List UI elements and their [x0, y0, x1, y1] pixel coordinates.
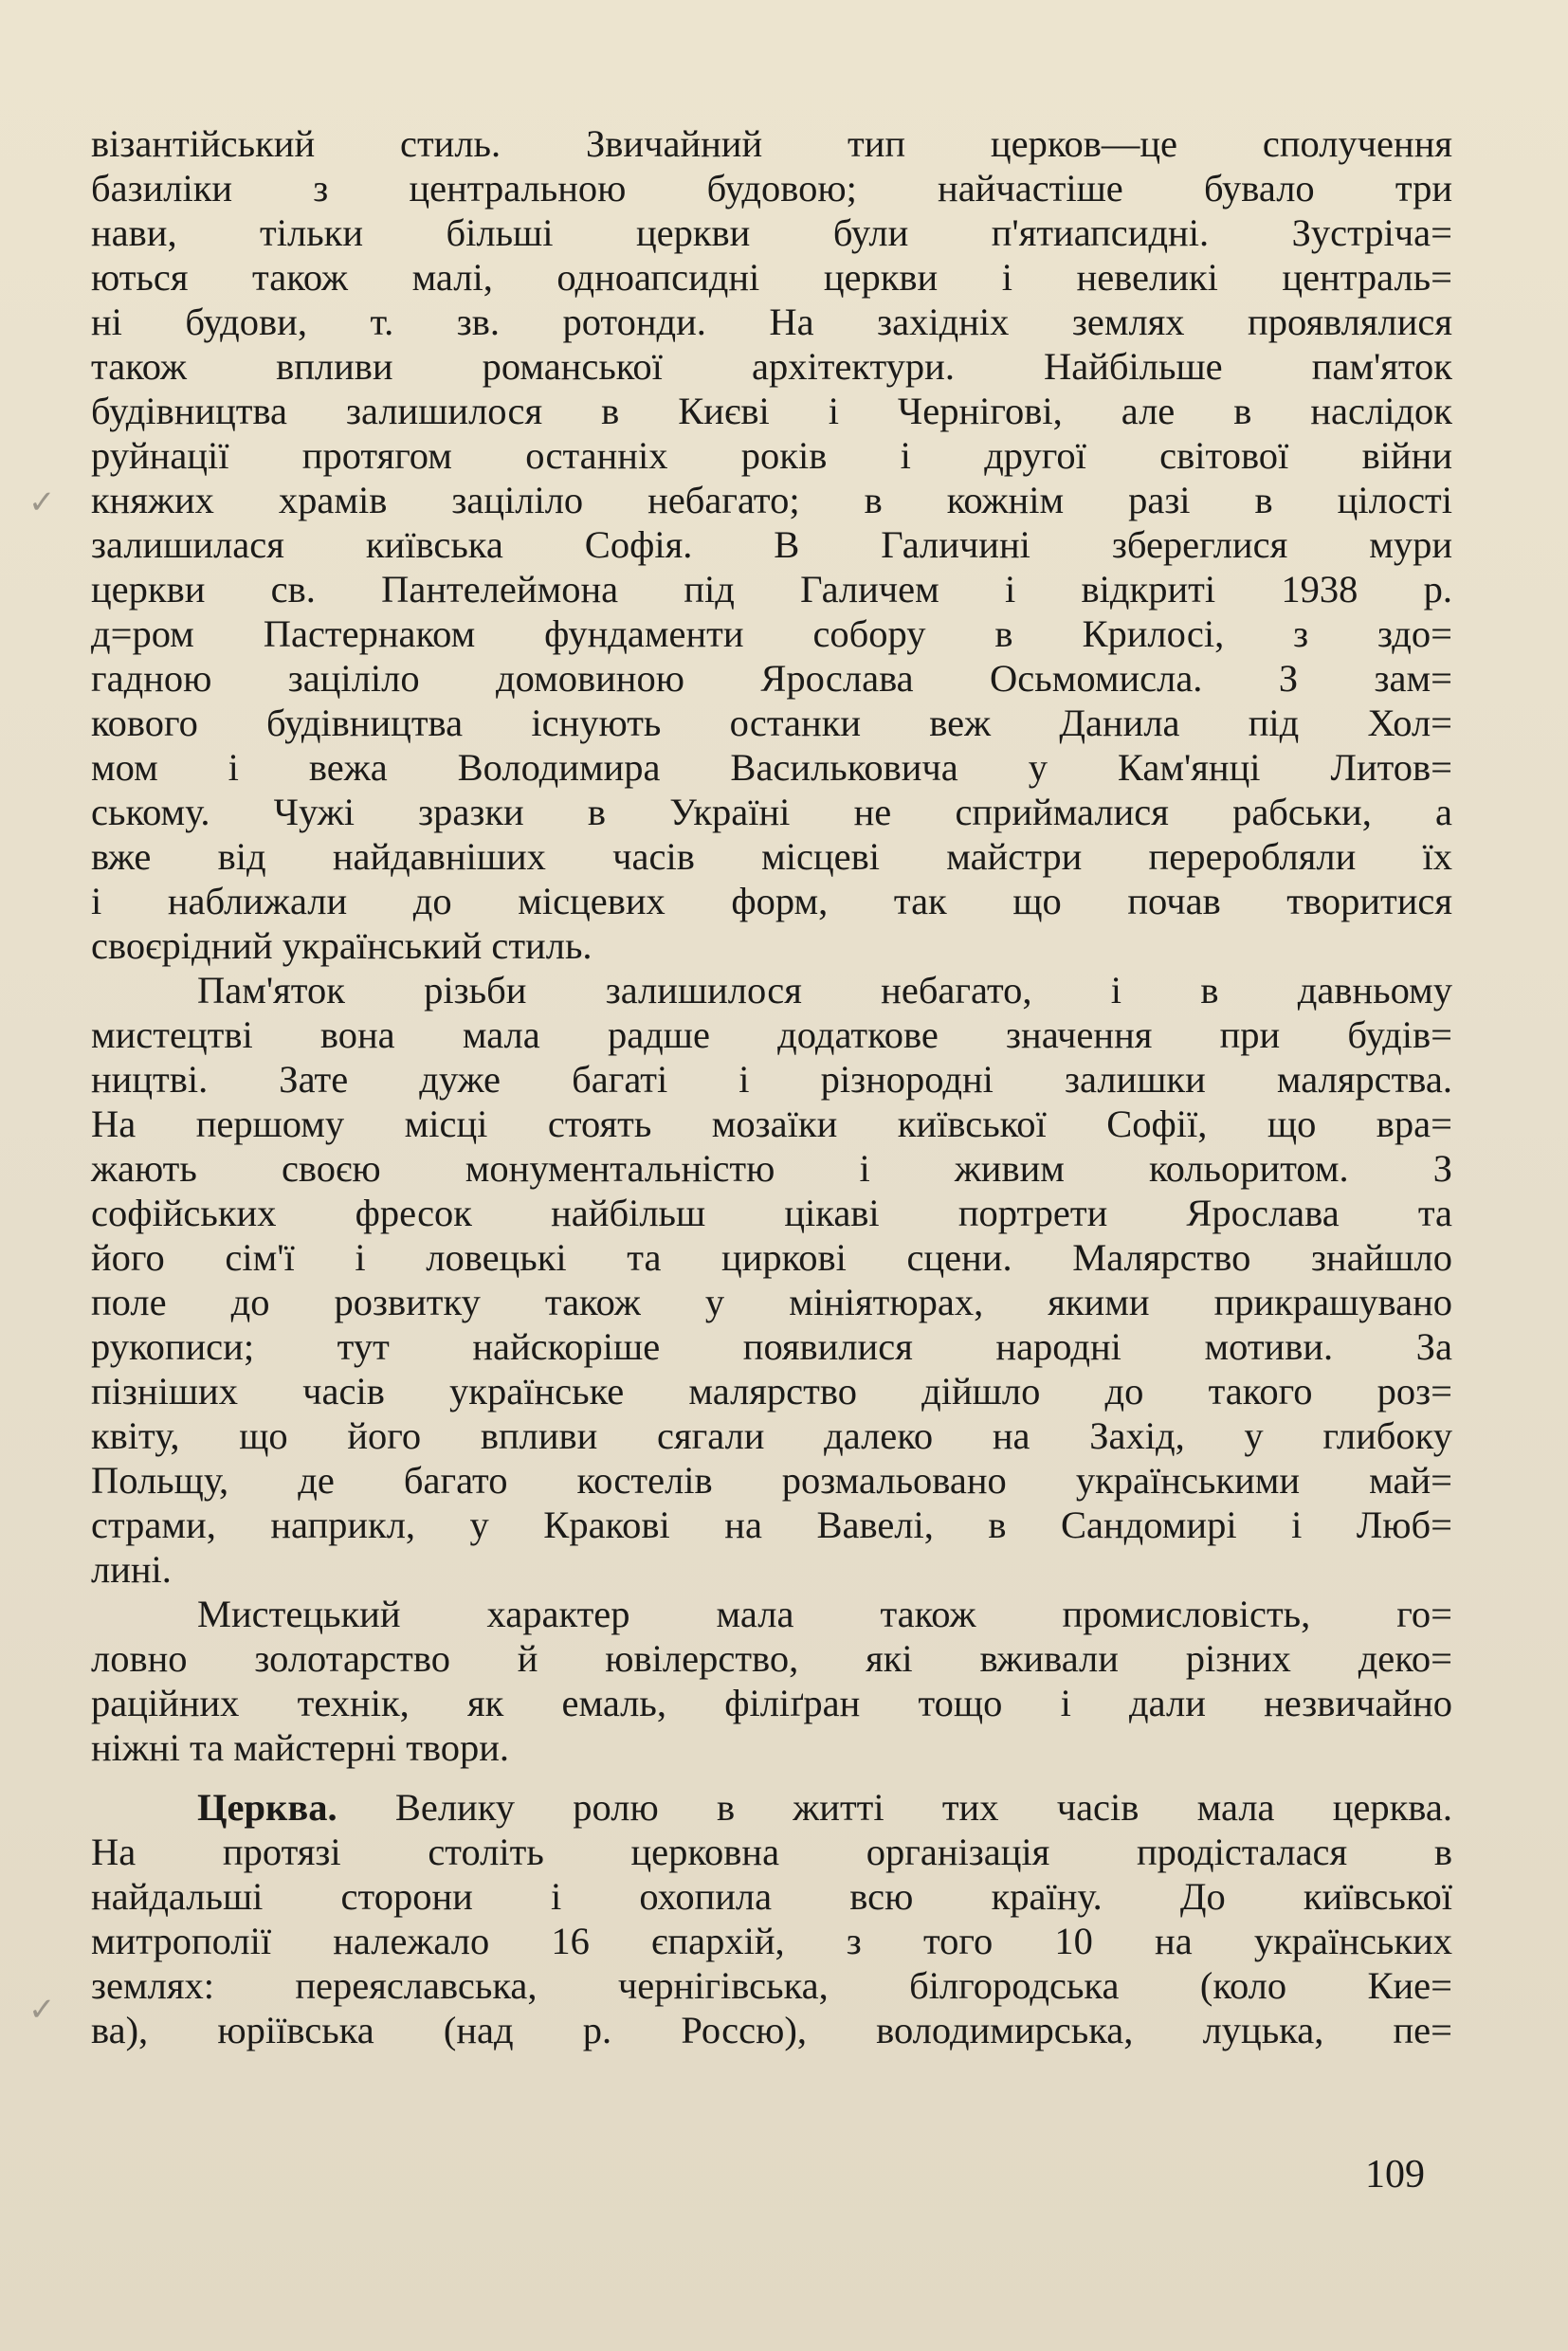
text-line: д=ром Пастернаком фундаменти собору в Крилосі, з здо= — [91, 612, 1452, 655]
body-text — [91, 121, 1452, 2052]
text-line: ні будови, т. зв. ротонди. На західніх землях проявлялися — [91, 301, 1452, 343]
text-line: найдальші сторони і охопила всю країну. До київської — [91, 1875, 1452, 1918]
text-line: землях: переяславська, чернігівська, білгородська (коло Кие= — [91, 1964, 1452, 2007]
text-line: вже від найдавніших часів місцеві майстри переробляли їх — [91, 835, 1452, 878]
text-line: лині. — [91, 1548, 172, 1591]
text-line: митрополії належало 16 єпархій, з того 10 на українських — [91, 1920, 1452, 1962]
section-heading: Церква. — [197, 1786, 337, 1829]
text-line: руйнації протягом останніх років і другої світової війни — [91, 434, 1452, 477]
text-line: На першому місці стоять мозаїки київської Софії, що вра= — [91, 1103, 1452, 1145]
heading-line-rest: Велику ролю в житті тих часів мала церква. — [394, 1786, 1452, 1829]
paragraph-painting — [91, 968, 1452, 1592]
text-line: його сім'ї і ловецькі та циркові сцени. Малярство знайшло — [91, 1236, 1452, 1279]
text-line: ництві. Зате дуже багаті і різнородні залишки малярства. — [91, 1058, 1452, 1101]
text-line: базиліки з центральною будовою; найчастіше бувало три — [91, 167, 1452, 210]
text-line: Польщу, де багато костелів розмальовано українськими май= — [91, 1459, 1452, 1502]
margin-check-mark: ✓ — [28, 485, 56, 520]
text-line: візантійський стиль. Звичайний тип церков—це сполучення — [91, 122, 1452, 165]
text-line — [91, 1785, 1452, 1830]
paragraph-architecture — [91, 121, 1452, 968]
text-line: страми, наприкл, у Кракові на Вавелі, в Сандомирі і Люб= — [91, 1504, 1452, 1546]
text-line: ніжні та майстерні твори. — [91, 1726, 510, 1769]
text-line: нави, тільки більші церкви були п'ятиапсидні. Зустріча= — [91, 211, 1452, 254]
text-line: ва), юріївська (над р. Россю), володимирська, луцька, пе= — [91, 2009, 1452, 2051]
text-line: ловно золотарство й ювілерство, які вживали різних деко= — [91, 1637, 1452, 1680]
text-line: церкви св. Пантелеймона під Галичем і відкриті 1938 р. — [91, 568, 1452, 611]
page-number: 109 — [1365, 2153, 1425, 2196]
text-line: залишилася київська Софія. В Галичині збереглися мури — [91, 523, 1452, 566]
text-line: На протязі століть церковна організація продісталася в — [91, 1831, 1452, 1873]
text-line: княжих храмів заціліло небагато; в кожнім разі в цілості — [91, 479, 1452, 521]
text-line: мом і вежа Володимира Васильковича у Кам'янці Литов= — [91, 746, 1452, 789]
margin-check-mark: ✓ — [28, 1993, 56, 2028]
paragraph-church — [91, 1785, 1452, 2052]
text-line: Мистецький характер мала також промисловість, го= — [197, 1593, 1452, 1635]
text-line: також впливи романської архітектури. Найбільше пам'яток — [91, 345, 1452, 388]
text-line: ються також малі, одноапсидні церкви і невеликі централь= — [91, 256, 1452, 299]
text-line: жають своєю монументальністю і живим кольоритом. З — [91, 1147, 1452, 1190]
section-gap — [91, 1770, 1452, 1785]
text-line: рукописи; тут найскоріше появилися народні мотиви. За — [91, 1325, 1452, 1368]
text-line: своєрідний український стиль. — [91, 924, 593, 967]
text-line: мистецтві вона мала радше додаткове значення при будів= — [91, 1013, 1452, 1056]
text-line: поле до розвитку також у мініятюрах, якими прикрашувано — [91, 1281, 1452, 1323]
text-line: софійських фресок найбільш цікаві портрети Ярослава та — [91, 1192, 1452, 1234]
paragraph-crafts — [91, 1592, 1452, 1770]
text-line: ському. Чужі зразки в Україні не сприймалися рабськи, а — [91, 791, 1452, 833]
text-line: будівництва залишилося в Києві і Чернігові, але в наслідок — [91, 390, 1452, 432]
text-line: гадною заціліло домовиною Ярослава Осьмомисла. З зам= — [91, 657, 1452, 700]
text-line: пізніших часів українське малярство дійшло до такого роз= — [91, 1370, 1452, 1412]
text-line: кового будівництва існують останки веж Данила під Хол= — [91, 702, 1452, 744]
text-line: раційних технік, як емаль, філіґран тощо і дали незвичайно — [91, 1682, 1452, 1724]
text-line: і наближали до місцевих форм, так що почав творитися — [91, 880, 1452, 922]
text-line: Пам'яток різьби залишилося небагато, і в давньому — [197, 969, 1452, 1011]
text-line: квіту, що його впливи сягали далеко на Захід, у глибоку — [91, 1414, 1452, 1457]
